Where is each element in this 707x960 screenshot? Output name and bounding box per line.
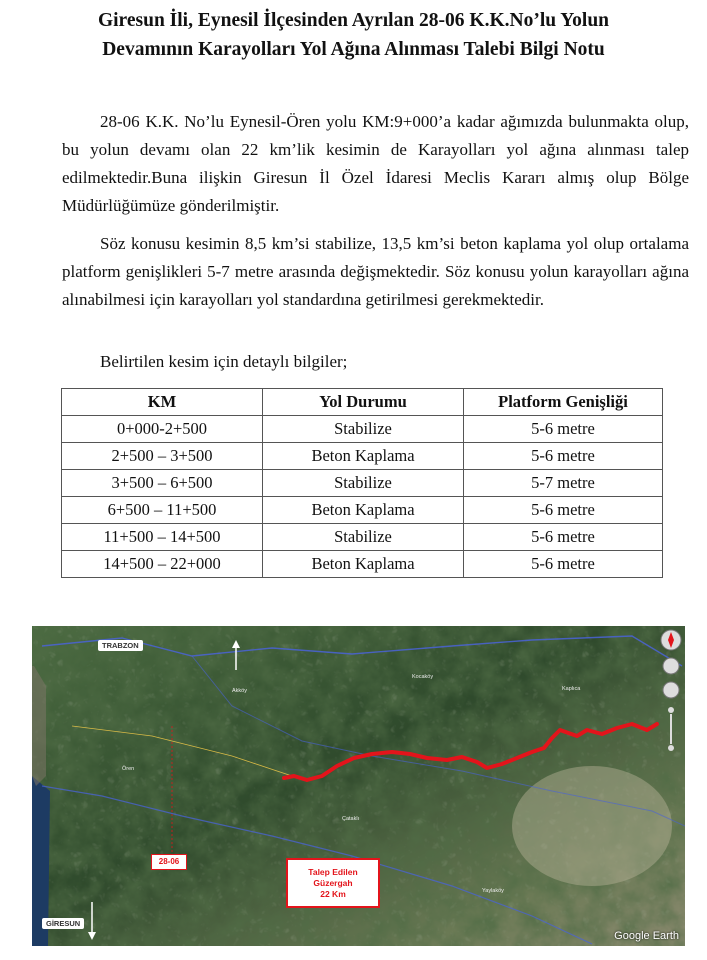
village-label: Kocaköy: [412, 674, 434, 680]
cell-km: 0+000-2+500: [62, 416, 263, 443]
table-lead: Belirtilen kesim için detaylı bilgiler;: [100, 352, 348, 371]
table-row: [62, 416, 663, 443]
paragraph-2: Söz konusu kesimin 8,5 km’si stabilize, 13,5 km’si beton kaplama yol olup ortalama platform genişlikleri 5-7 metre arasında değişmektedir. Söz konusu yolun karayolları ağına alınabilmesi için karayolları yol standardına getirilmesi gerekmektedir.: [62, 234, 689, 309]
cell-width: 5-6 metre: [464, 416, 663, 443]
title-line-2: Devamının Karayolları Yol Ağına Alınması Talebi Bilgi Notu: [102, 39, 605, 60]
header-km: KM: [62, 389, 263, 416]
cell-status: Beton Kaplama: [263, 443, 464, 470]
zoom-slider: [670, 714, 672, 744]
look-control-icon: [663, 658, 679, 674]
table-row: [62, 470, 663, 497]
table-row: [62, 443, 663, 470]
cell-km: 6+500 – 11+500: [62, 497, 263, 524]
cell-width: 5-6 metre: [464, 524, 663, 551]
table-row: [62, 497, 663, 524]
cell-km: 3+500 – 6+500: [62, 470, 263, 497]
table-row: [62, 551, 663, 578]
cell-km: 2+500 – 3+500: [62, 443, 263, 470]
table-header-row: [62, 389, 663, 416]
cell-status: Beton Kaplama: [263, 497, 464, 524]
header-platform-width: Platform Genişliği: [464, 389, 663, 416]
route-callout-line-1: Talep Edilen: [308, 866, 358, 877]
cell-km: 14+500 – 22+000: [62, 551, 263, 578]
zoom-out-icon: [668, 745, 674, 751]
village-label: Akköy: [232, 688, 247, 694]
header-road-status: Yol Durumu: [263, 389, 464, 416]
satellite-map: [32, 626, 685, 946]
google-earth-logo: Google Earth: [614, 930, 679, 942]
paragraph-1: 28-06 K.K. No’lu Eynesil-Ören yolu KM:9+000’a kadar ağımızda bulunmakta olup, bu yolun devamı olan 22 km’lik kesimin de Karayolları yol ağına alınması talep edilmektedir.Buna ilişkin Giresun İl Özel İdaresi Meclis Kararı almış olup Bölge Müdürlüğümüze gönderilmiştir.: [62, 112, 689, 215]
title-line-1: Giresun İli, Eynesil İlçesinden Ayrılan 28-06 K.K.No’lu Yolun: [97, 10, 610, 31]
cell-status: Stabilize: [263, 524, 464, 551]
village-label: Yaylaköy: [482, 888, 504, 894]
zoom-in-icon: [668, 707, 674, 713]
cell-km: 11+500 – 14+500: [62, 524, 263, 551]
trabzon-label: TRABZON: [98, 640, 143, 651]
route-callout-line-3: 22 Km: [320, 888, 346, 899]
details-table: [61, 388, 663, 578]
cell-width: 5-6 metre: [464, 551, 663, 578]
route-callout: [286, 858, 380, 908]
table-row: [62, 524, 663, 551]
village-label: Kaplıca: [562, 686, 581, 692]
direction-arrow-icon: [232, 640, 240, 670]
move-control-icon: [663, 682, 679, 698]
giresun-label: GİRESUN: [42, 918, 84, 929]
cell-status: Stabilize: [263, 470, 464, 497]
cell-width: 5-6 metre: [464, 497, 663, 524]
village-label: Çataklı: [342, 816, 360, 822]
route-callout-line-2: Güzergah: [313, 877, 353, 888]
map-navigation-controls[interactable]: [659, 628, 683, 758]
cell-status: Stabilize: [263, 416, 464, 443]
cell-status: Beton Kaplama: [263, 551, 464, 578]
road-number-label: 28-06: [151, 854, 187, 870]
document-title: [0, 6, 707, 64]
cell-width: 5-7 metre: [464, 470, 663, 497]
direction-arrow-icon: [88, 902, 96, 942]
village-label: Ören: [122, 766, 135, 772]
cell-width: 5-6 metre: [464, 443, 663, 470]
